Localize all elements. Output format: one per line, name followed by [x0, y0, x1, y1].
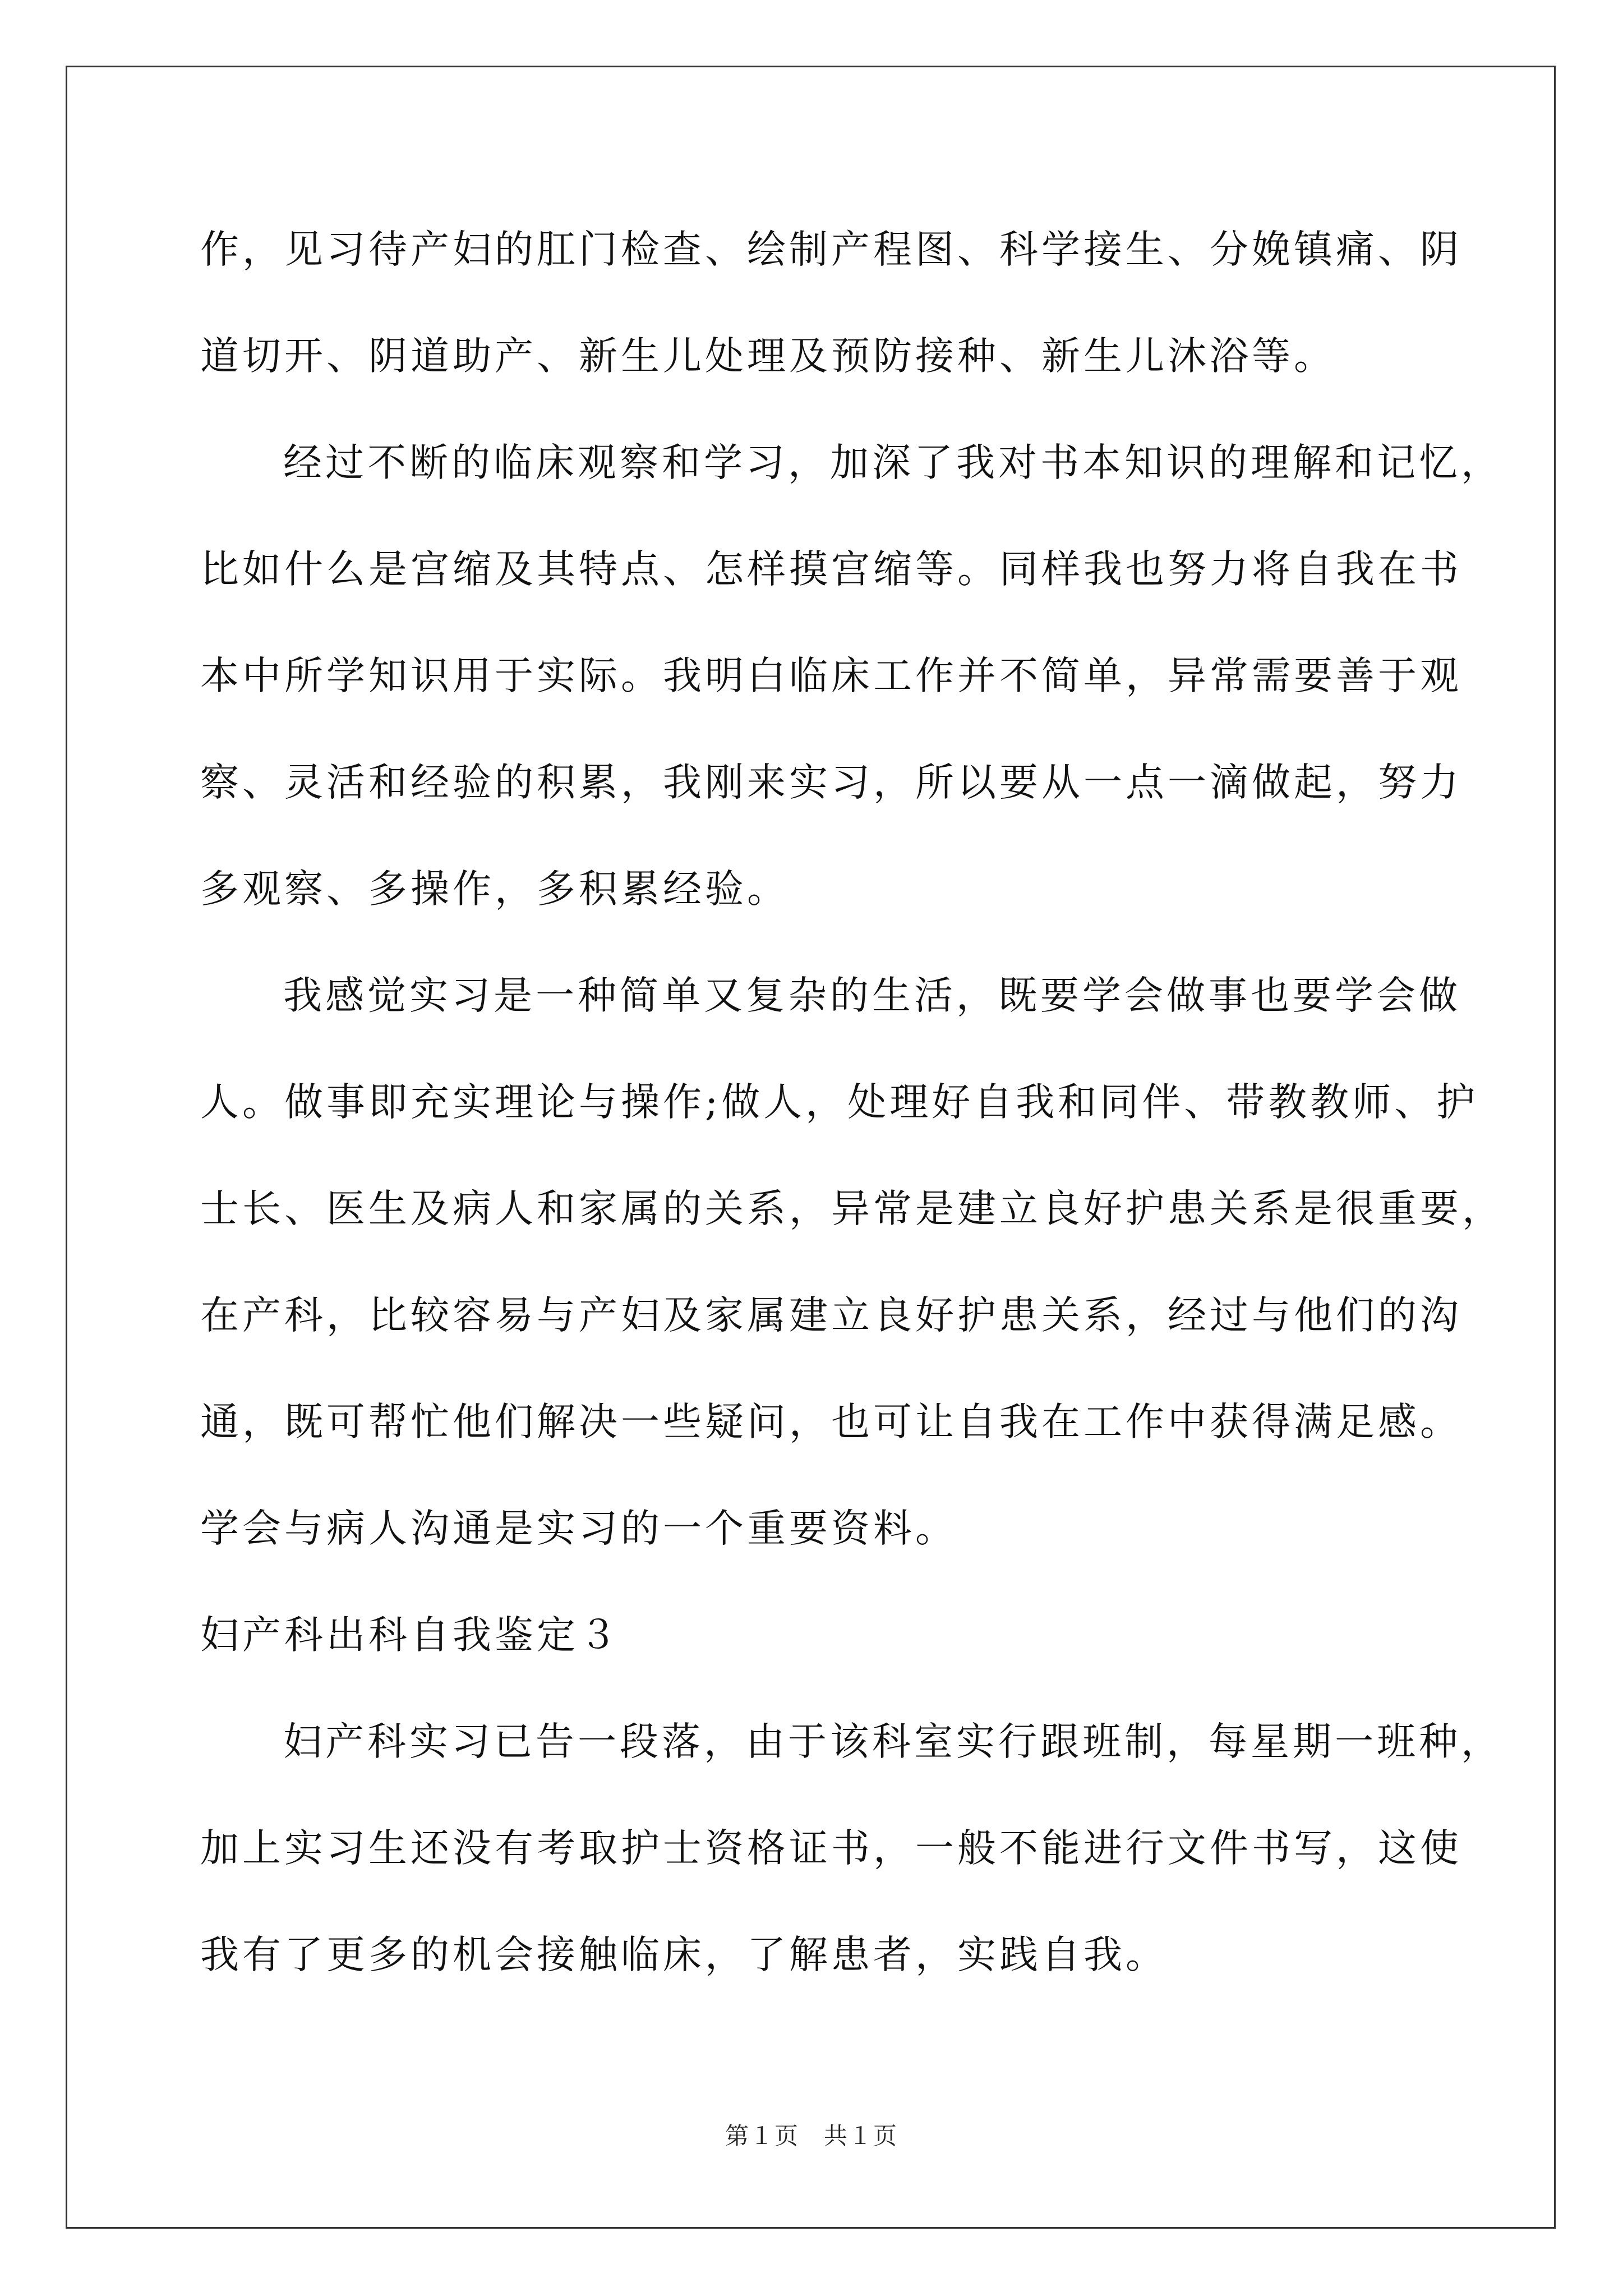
text-line: 加上实习生还没有考取护士资格证书，一般不能进行文件书写，这使 — [200, 1826, 1462, 1871]
section-heading: 妇产科出科自我鉴定３ — [200, 1613, 621, 1658]
paragraph-start: 妇产科实习已告一段落，由于该科室实行跟班制，每星期一班种， — [283, 1719, 1503, 1764]
text-line: 多观察、多操作，多积累经验。 — [200, 867, 789, 912]
document-body — [200, 216, 1504, 2028]
text-line: 通，既可帮忙他们解决一些疑问，也可让自我在工作中获得满足感。 — [200, 1400, 1462, 1444]
text-line: 本中所学知识用于实际。我明白临床工作并不简单，异常需要善于观 — [200, 654, 1462, 698]
page-footer: 第１页 共１页 — [725, 2122, 898, 2150]
text-line: 人。做事即充实理论与操作;做人，处理好自我和同伴、带教教师、护 — [200, 1080, 1479, 1125]
text-line: 我有了更多的机会接触临床，了解患者，实践自我。 — [200, 1932, 1168, 1977]
text-line: 道切开、阴道助产、新生儿处理及预防接种、新生儿沐浴等。 — [200, 334, 1336, 379]
paragraph-start: 我感觉实习是一种简单又复杂的生活，既要学会做事也要学会做 — [283, 973, 1461, 1018]
text-line: 在产科，比较容易与产妇及家属建立良好护患关系，经过与他们的沟 — [200, 1293, 1462, 1338]
text-line: 比如什么是宫缩及其特点、怎样摸宫缩等。同样我也努力将自我在书 — [200, 547, 1462, 592]
text-line: 作，见习待产妇的肛门检查、绘制产程图、科学接生、分娩镇痛、阴 — [200, 227, 1462, 272]
text-line: 察、灵活和经验的积累，我刚来实习，所以要从一点一滴做起，努力 — [200, 760, 1462, 805]
paragraph-start: 经过不断的临床观察和学习，加深了我对书本知识的理解和记忆， — [283, 440, 1503, 485]
text-line: 学会与病人沟通是实习的一个重要资料。 — [200, 1506, 957, 1551]
text-line: 士长、医生及病人和家属的关系，异常是建立良好护患关系是很重要， — [200, 1186, 1504, 1231]
